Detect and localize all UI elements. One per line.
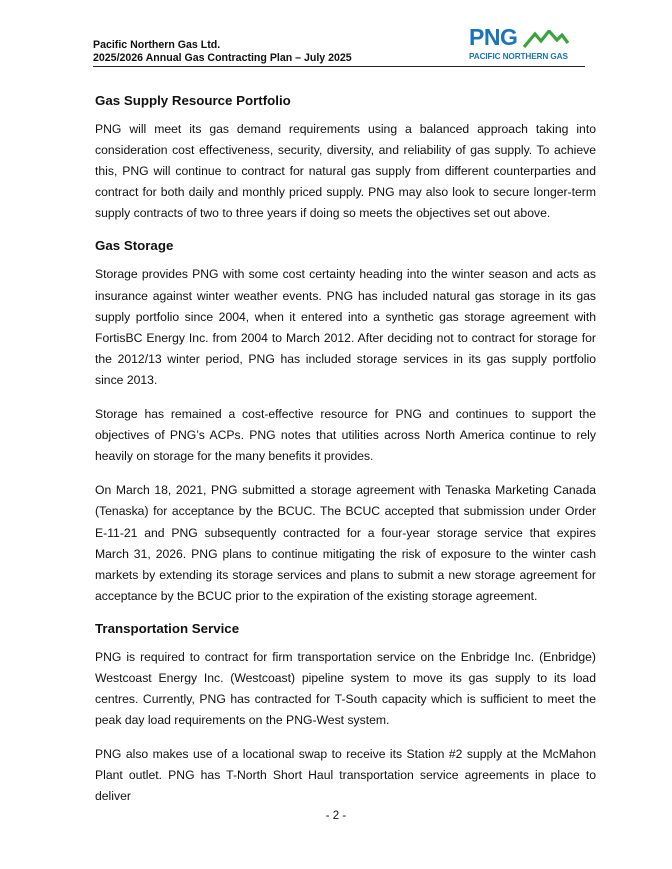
section-gas-storage — [95, 237, 596, 606]
company-name: Pacific Northern Gas Ltd. — [93, 39, 221, 51]
section-heading: Transportation Service — [95, 620, 240, 636]
logo-wordmark: PNG — [469, 24, 518, 50]
paragraph: PNG is required to contract for firm transportation service on the Enbridge Inc. (Enbridge) Westcoast Energy Inc. (Westcoast) pipeline system to move its gas supply to its load centres. Currently, PNG has contracted for T-South capacity which is sufficient to meet the peak day load requirements on the PNG-West system. — [95, 649, 596, 728]
mountains-icon — [523, 30, 569, 48]
header-text — [93, 39, 352, 64]
section-heading: Gas Supply Resource Portfolio — [95, 93, 291, 108]
paragraph: Storage provides PNG with some cost certainty heading into the winter season and acts as insurance against winter weather events. PNG has included natural gas storage in its gas supply portfolio since 2004, when it entered into a synthetic gas storage agreement with FortisBC Energy Inc. from 2004 to March 2012. After deciding not to contract for storage for the 2012/13 winter period, PNG has included storage services in its gas supply portfolio since 2013. — [95, 267, 596, 387]
paragraph: On March 18, 2021, PNG submitted a storage agreement with Tenaska Marketing Canada (Tenaska) for acceptance by the BCUC. The BCUC accepted that submission under Order E-11-21 and PNG subsequently contracted for a four-year storage service that expires March 31, 2026. PNG plans to continue mitigating the risk of exposure to the winter cash markets by extending its storage services and plans to submit a new storage agreement for acceptance by the BCUC prior to the expiration of the existing storage agreement. — [95, 483, 596, 603]
page-header — [93, 22, 585, 67]
paragraph: Storage has remained a cost-effective resource for PNG and continues to support the objectives of PNG’s ACPs. PNG notes that utilities across North America continue to rely heavily on storage for the many benefits it provides. — [95, 407, 596, 464]
logo-subtitle: PACIFIC NORTHERN GAS — [469, 52, 568, 61]
document-body — [95, 92, 596, 821]
document-title: 2025/2026 Annual Gas Contracting Plan – July 2025 — [93, 51, 352, 64]
png-logo — [465, 24, 573, 64]
page-number: - 2 - — [325, 810, 347, 822]
section-heading: Gas Storage — [95, 238, 174, 254]
paragraph: PNG also makes use of a locational swap to receive its Station #2 supply at the McMahon Plant outlet. PNG has T-North Short Haul transportation service agreements in place to deliver — [95, 747, 596, 804]
paragraph: PNG will meet its gas demand requirements using a balanced approach taking into consideration cost effectiveness, security, diversity, and reliability of gas supply. To achieve this, PNG will continue to contract for natural gas supply from different counterparties and contract for both daily and monthly priced supply. PNG may also look to secure longer-term supply contracts of two to three years if doing so meets the objectives set out above. — [95, 122, 596, 221]
section-gas-supply — [95, 92, 596, 224]
section-transportation — [95, 620, 596, 808]
